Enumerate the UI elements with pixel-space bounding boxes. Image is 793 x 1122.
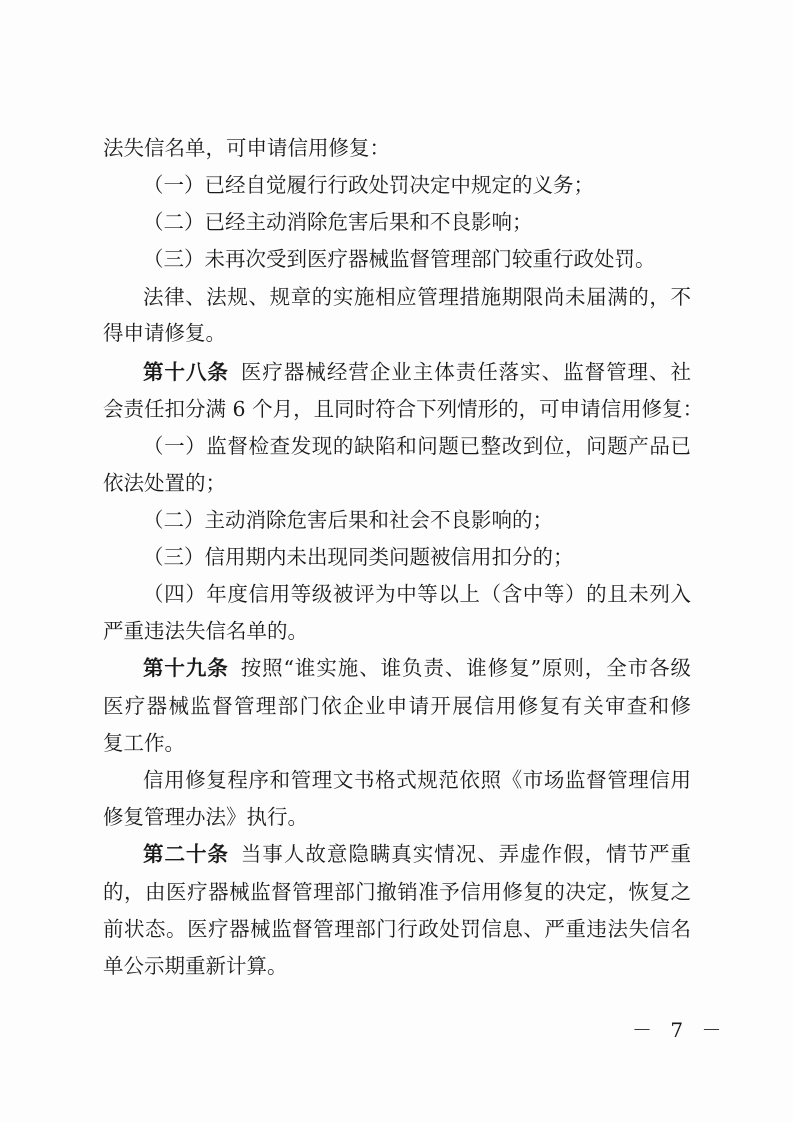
text-line: 依法处置的； xyxy=(103,471,226,495)
text-line: 信用修复程序和管理文书格式规范依照《市场监督管理信用 xyxy=(143,768,691,792)
text-line: 复工作。 xyxy=(103,731,185,755)
text-line: （二）已经主动消除危害后果和不良影响； xyxy=(143,210,533,234)
text-line: 单公示期重新计算。 xyxy=(103,954,288,978)
article-text: 当事人故意隐瞒真实情况、弄虚作假，情节严重 xyxy=(240,842,692,866)
text-line: （三）信用期内未出现同类问题被信用扣分的； xyxy=(143,545,574,569)
text-line: （一）监督检查发现的缺陷和问题已整改到位，问题产品已 xyxy=(143,434,691,458)
text-line: 会责任扣分满 6 个月，且同时符合下列情形的，可申请信用修复： xyxy=(103,397,704,421)
article-heading: 第十八条 xyxy=(143,360,229,384)
text-line: 法律、法规、规章的实施相应管理措施期限尚未届满的，不 xyxy=(143,285,691,309)
text-line: （四）年度信用等级被评为中等以上（含中等）的且未列入 xyxy=(143,582,691,606)
page-number: － 7 － xyxy=(632,1018,728,1042)
article-heading: 第十九条 xyxy=(143,656,229,680)
article-18-line xyxy=(143,357,691,387)
text-line: 修复管理办法》执行。 xyxy=(103,805,308,829)
article-20-line xyxy=(143,839,691,869)
text-line: 的，由医疗器械监督管理部门撤销准予信用修复的决定，恢复之 xyxy=(103,880,691,904)
text-line: 前状态。医疗器械监督管理部门行政处罚信息、严重违法失信名 xyxy=(103,917,691,941)
article-19-line xyxy=(143,653,691,683)
text-line: （三）未再次受到医疗器械监督管理部门较重行政处罚。 xyxy=(143,247,656,271)
article-heading: 第二十条 xyxy=(143,842,229,866)
article-text: 医疗器械经营企业主体责任落实、监督管理、社 xyxy=(240,360,692,384)
text-line: 法失信名单，可申请信用修复： xyxy=(103,136,390,160)
text-line: 严重违法失信名单的。 xyxy=(103,619,308,643)
text-line: 医疗器械监督管理部门依企业申请开展信用修复有关审查和修 xyxy=(103,694,691,718)
text-line: 得申请修复。 xyxy=(103,321,226,345)
article-text: 按照“谁实施、谁负责、谁修复”原则，全市各级 xyxy=(240,656,691,680)
text-line: （二）主动消除危害后果和社会不良影响的； xyxy=(143,508,553,532)
text-line: （一）已经自觉履行行政处罚决定中规定的义务； xyxy=(143,173,594,197)
